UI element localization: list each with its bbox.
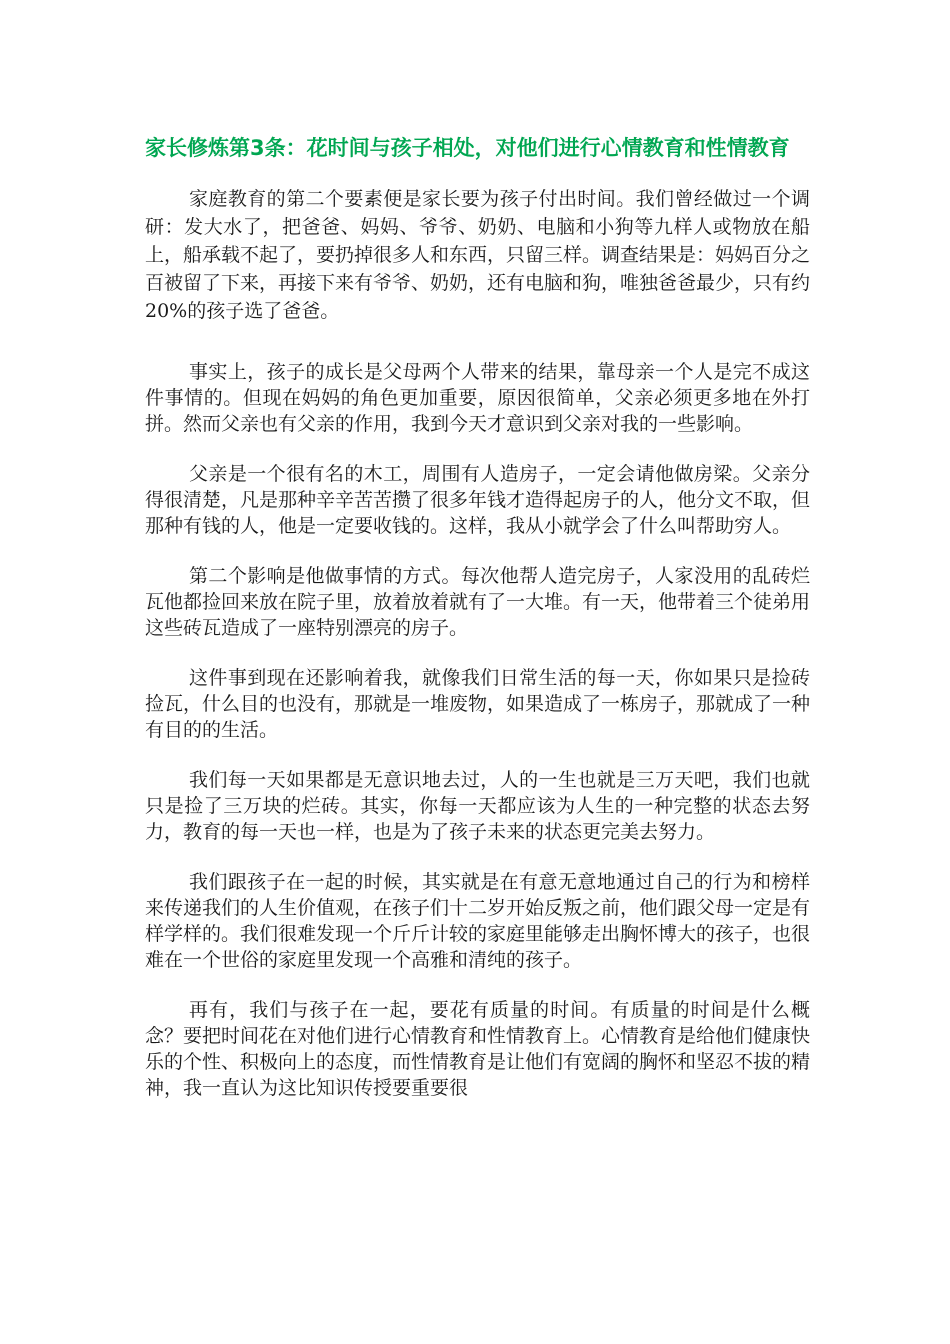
paragraph-7: 我们跟孩子在一起的时候，其实就是在有意无意地通过自己的行为和榜样来传递我们的人生价值观，在孩子们十二岁开始反叛之前，他们跟父母一定是有样学样的。我们很难发现一个斤斤计较的家庭里能够走出胸怀博大的孩子，也很难在一个世俗的家庭里发现一个高雅和清纯的孩子。 [145,871,811,971]
document-title: 家长修炼第3条：花时间与孩子相处，对他们进行心情教育和性情教育 [145,136,790,160]
paragraph-8: 再有，我们与孩子在一起，要花有质量的时间。有质量的时间是什么概念？要把时间花在对他们进行心情教育和性情教育上。心情教育是给他们健康快乐的个性、积极向上的态度，而性情教育是让他们有宽阔的胸怀和坚忍不拔的精神，我一直认为这比知识传授要重要很 [145,999,811,1099]
document-body [145,132,810,1125]
paragraph-5: 这件事到现在还影响着我，就像我们日常生活的每一天，你如果只是捡砖捡瓦，什么目的也没有，那就是一堆废物，如果造成了一栋房子，那就成了一种有目的的生活。 [145,667,811,741]
paragraph-3: 父亲是一个很有名的木工，周围有人造房子，一定会请他做房梁。父亲分得很清楚，凡是那种辛辛苦苦攒了很多年钱才造得起房子的人，他分文不取，但那种有钱的人，他是一定要收钱的。这样，我从小就学会了什么叫帮助穷人。 [145,463,811,537]
paragraph-1: 家庭教育的第二个要素便是家长要为孩子付出时间。我们曾经做过一个调研：发大水了，把爸爸、妈妈、爷爷、奶奶、电脑和小狗等九样人或物放在船上，船承载不起了，要扔掉很多人和东西，只留三样。调查结果是：妈妈百分之百被留了下来，再接下来有爷爷、奶奶，还有电脑和狗，唯独爸爸最少，只有约20%的孩子选了爸爸。 [145,188,811,322]
paragraph-2: 事实上，孩子的成长是父母两个人带来的结果，靠母亲一个人是完不成这件事情的。但现在妈妈的角色更加重要，原因很简单，父亲必须更多地在外打拼。然而父亲也有父亲的作用，我到今天才意识到父亲对我的一些影响。 [145,361,810,435]
paragraph-6: 我们每一天如果都是无意识地去过，人的一生也就是三万天吧，我们也就只是捡了三万块的烂砖。其实，你每一天都应该为人生的一种完整的状态去努力，教育的每一天也一样，也是为了孩子未来的状态更完美去努力。 [145,769,810,843]
paragraph-4: 第二个影响是他做事情的方式。每次他帮人造完房子，人家没用的乱砖烂瓦他都捡回来放在院子里，放着放着就有了一大堆。有一天，他带着三个徒弟用这些砖瓦造成了一座特别漂亮的房子。 [145,565,811,639]
